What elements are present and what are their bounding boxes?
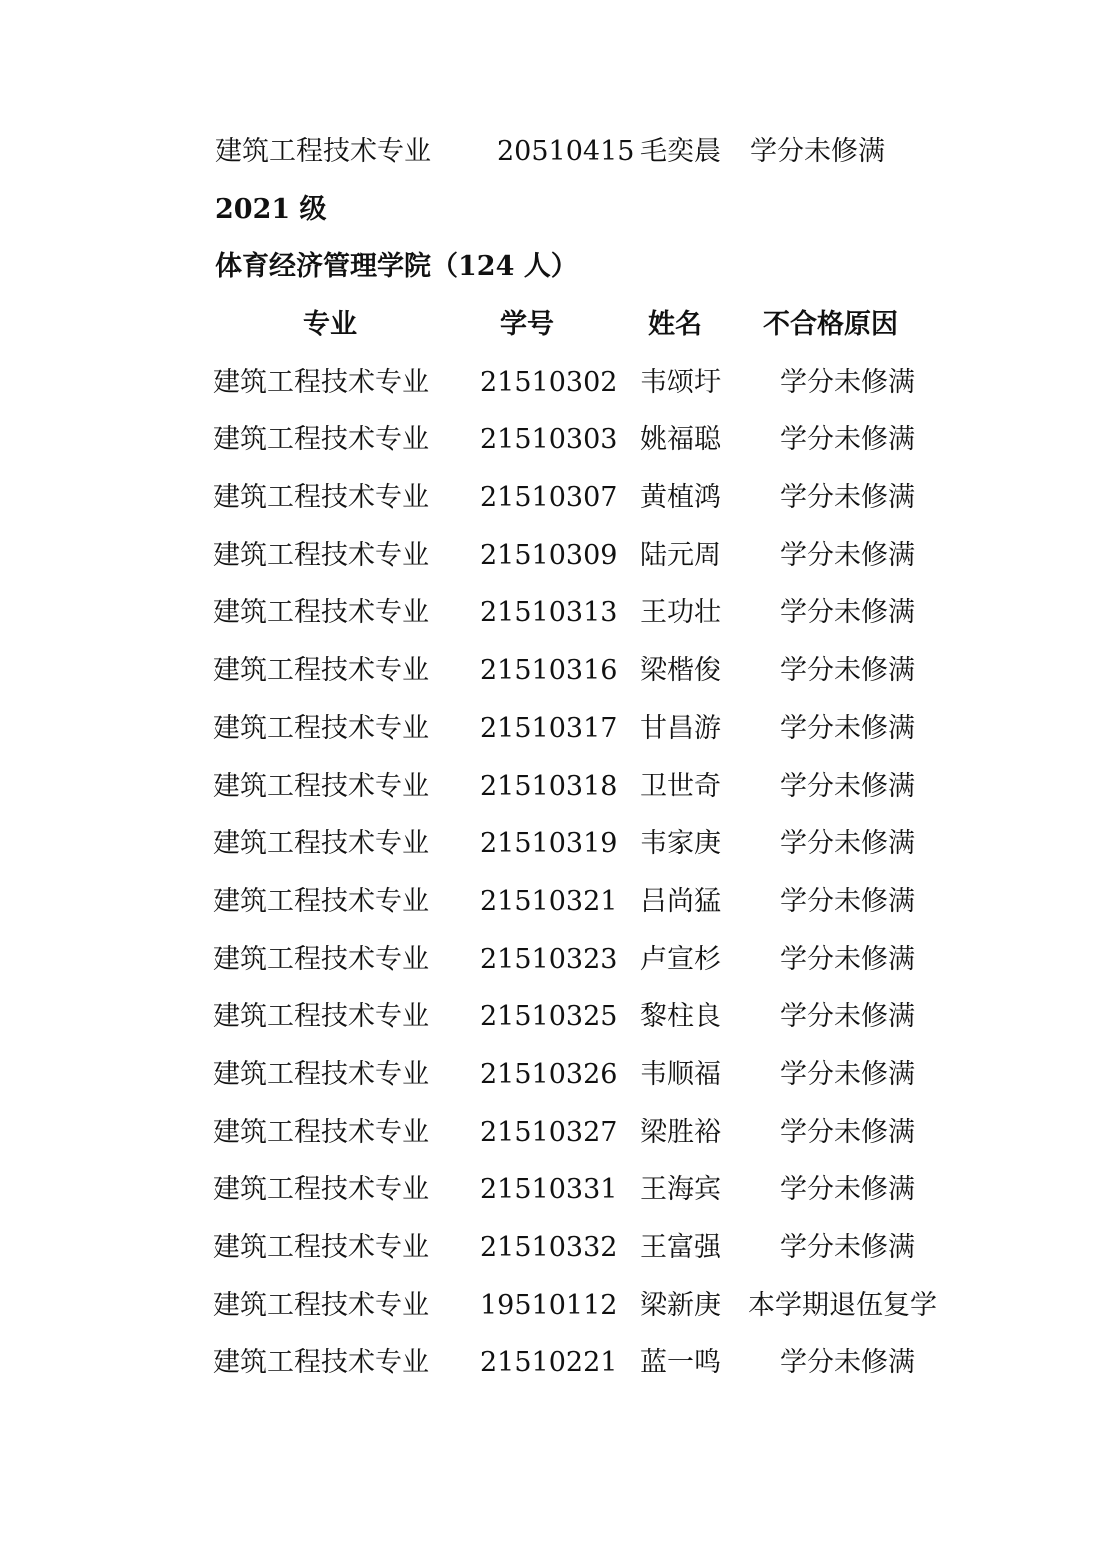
cell-name: 黎柱良 <box>640 1001 721 1033</box>
cell-student-id: 21510327 <box>480 1116 618 1148</box>
cell-major: 建筑工程技术专业 <box>213 1289 429 1321</box>
table-row <box>0 476 1102 534</box>
cell-reason: 学分未修满 <box>780 1001 915 1033</box>
cell-major: 建筑工程技术专业 <box>213 424 429 456</box>
header-student-id: 学号 <box>500 309 554 340</box>
cell-major: 建筑工程技术专业 <box>213 1174 429 1206</box>
table-row <box>0 1284 1102 1342</box>
college-heading: 体育经济管理学院（124 人） <box>215 251 578 282</box>
cell-reason: 学分未修满 <box>780 770 915 802</box>
cell-name: 王海宾 <box>640 1174 721 1206</box>
table-row <box>0 938 1102 996</box>
table-row <box>0 995 1102 1053</box>
cell-reason: 学分未修满 <box>780 539 915 571</box>
cell-reason: 学分未修满 <box>780 424 915 456</box>
table-row <box>0 822 1102 880</box>
cell-name: 韦顺福 <box>640 1058 721 1090</box>
cell-name: 甘昌游 <box>640 712 721 744</box>
cell-reason: 本学期退伍复学 <box>748 1289 937 1321</box>
cell-major: 建筑工程技术专业 <box>213 1116 429 1148</box>
cell-reason: 学分未修满 <box>780 655 915 687</box>
cell-student-id: 21510321 <box>480 885 618 917</box>
cell-student-id: 21510307 <box>480 482 618 514</box>
cell-major: 建筑工程技术专业 <box>213 366 429 398</box>
cell-major: 建筑工程技术专业 <box>213 1347 429 1379</box>
table-row <box>0 534 1102 592</box>
cell-major: 建筑工程技术专业 <box>213 770 429 802</box>
cell-major: 建筑工程技术专业 <box>213 828 429 860</box>
header-major: 专业 <box>303 309 357 340</box>
student-table <box>0 303 1102 1399</box>
carryover-major: 建筑工程技术专业 <box>215 136 431 167</box>
cell-name: 梁胜裕 <box>640 1116 721 1148</box>
cell-name: 王富强 <box>640 1232 721 1263</box>
cell-major: 建筑工程技术专业 <box>213 655 429 687</box>
cell-reason: 学分未修满 <box>780 885 915 917</box>
table-row <box>0 1341 1102 1399</box>
cell-major: 建筑工程技术专业 <box>213 539 429 571</box>
header-name: 姓名 <box>648 309 702 340</box>
cell-reason: 学分未修满 <box>780 943 915 975</box>
cell-reason: 学分未修满 <box>780 712 915 744</box>
cell-name: 卫世奇 <box>640 770 721 802</box>
cell-reason: 学分未修满 <box>780 828 915 860</box>
carryover-student-name: 毛奕晨 <box>640 136 721 167</box>
cell-reason: 学分未修满 <box>780 1232 915 1263</box>
cell-student-id: 19510112 <box>480 1289 618 1321</box>
cell-reason: 学分未修满 <box>780 366 915 398</box>
cell-reason: 学分未修满 <box>780 1174 915 1206</box>
cell-student-id: 21510309 <box>480 539 618 571</box>
cell-major: 建筑工程技术专业 <box>213 597 429 629</box>
grade-heading: 2021 级 <box>215 194 327 225</box>
cell-major: 建筑工程技术专业 <box>213 1232 429 1263</box>
table-row <box>0 880 1102 938</box>
cell-student-id: 21510332 <box>480 1232 618 1263</box>
cell-reason: 学分未修满 <box>780 482 915 514</box>
table-row <box>0 649 1102 707</box>
cell-name: 韦家庚 <box>640 828 721 860</box>
cell-student-id: 21510326 <box>480 1058 618 1090</box>
cell-name: 蓝一鸣 <box>640 1347 721 1379</box>
cell-reason: 学分未修满 <box>780 1347 915 1379</box>
table-row <box>0 418 1102 476</box>
cell-name: 黄植鸿 <box>640 482 721 514</box>
table-row <box>0 591 1102 649</box>
cell-reason: 学分未修满 <box>780 1058 915 1090</box>
cell-reason: 学分未修满 <box>780 597 915 629</box>
table-row <box>0 707 1102 765</box>
cell-major: 建筑工程技术专业 <box>213 1001 429 1033</box>
cell-student-id: 21510317 <box>480 712 618 744</box>
cell-student-id: 21510323 <box>480 943 618 975</box>
table-row <box>0 765 1102 823</box>
cell-student-id: 21510302 <box>480 366 618 398</box>
cell-major: 建筑工程技术专业 <box>213 1058 429 1090</box>
cell-student-id: 21510313 <box>480 597 618 629</box>
carryover-reason: 学分未修满 <box>750 136 885 167</box>
cell-student-id: 21510331 <box>480 1174 618 1206</box>
table-row <box>0 1111 1102 1169</box>
cell-name: 姚福聪 <box>640 424 721 456</box>
cell-student-id: 21510316 <box>480 655 618 687</box>
cell-major: 建筑工程技术专业 <box>213 482 429 514</box>
cell-reason: 学分未修满 <box>780 1116 915 1148</box>
cell-name: 王功壮 <box>640 597 721 629</box>
cell-student-id: 21510318 <box>480 770 618 802</box>
carryover-student-id: 20510415 <box>497 136 635 167</box>
cell-major: 建筑工程技术专业 <box>213 712 429 744</box>
table-header-row <box>0 303 1102 361</box>
cell-student-id: 21510221 <box>480 1347 618 1379</box>
cell-name: 梁楷俊 <box>640 655 721 687</box>
cell-student-id: 21510325 <box>480 1001 618 1033</box>
header-reason: 不合格原因 <box>763 309 898 340</box>
table-body <box>0 361 1102 1399</box>
cell-name: 吕尚猛 <box>640 885 721 917</box>
table-row <box>0 1168 1102 1226</box>
cell-name: 韦颂圩 <box>640 366 721 398</box>
cell-student-id: 21510303 <box>480 424 618 456</box>
table-row <box>0 1053 1102 1111</box>
cell-major: 建筑工程技术专业 <box>213 943 429 975</box>
cell-major: 建筑工程技术专业 <box>213 885 429 917</box>
table-row <box>0 1226 1102 1284</box>
cell-name: 陆元周 <box>640 539 721 571</box>
table-row <box>0 361 1102 419</box>
cell-student-id: 21510319 <box>480 828 618 860</box>
cell-name: 卢宣杉 <box>640 943 721 975</box>
cell-name: 梁新庚 <box>640 1289 721 1321</box>
